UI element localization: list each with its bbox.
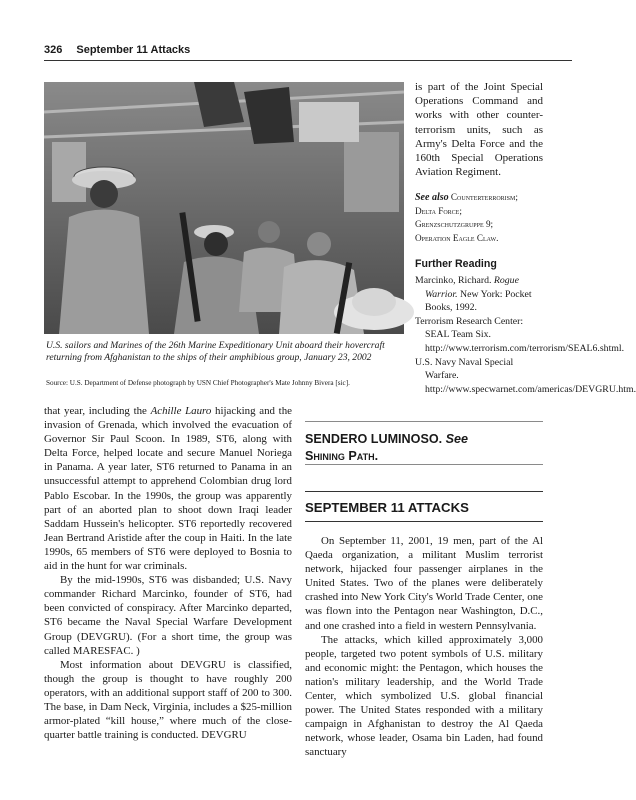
divider — [305, 491, 543, 492]
reference-text: New York: Pocket Books, 1992. — [425, 288, 532, 314]
entry-title: SENDERO LUMINOSO. — [305, 432, 443, 446]
page-number: 326 — [44, 44, 63, 56]
entry-sendero-luminoso — [305, 431, 563, 465]
paragraph: By the mid-1990s, ST6 was disbanded; U.S. Navy commander Richard Marcinko, founder of ST6, had been convicted of conspiracy. After Marcinko departed, ST6 became the Naval Special Warfare Development Group (DEVGRU). (For a short time, the group was called MARESFAC. ) — [44, 574, 292, 657]
see-also-ref[interactable]: Counterterrorism; — [450, 192, 518, 203]
left-column — [44, 404, 292, 742]
paragraph — [44, 404, 292, 573]
paragraph: Most information about DEVGRU is classified, though the group is thought to have roughly 200 operators, with an additional support staff of 200 to 300. The base, in Dam Neck, Virginia, includes a $25-million armor-plated “kill house,” where much of the close-quarter battle training is conducted. DEVGRU — [44, 658, 292, 742]
see-label: See — [445, 432, 469, 446]
further-reading-item: Terrorism Research Center: SEAL Team Six. http://www.terrorism.com/terrorism/SEAL6.shtml. — [415, 315, 625, 355]
divider — [305, 464, 543, 465]
further-reading-item: U.S. Navy Naval Special Warfare. http://www.specwarnet.com/americas/DEVGRU.htm. — [415, 356, 636, 395]
devgru-continued-text: is part of the Joint Special Operations Command and works with other counter-terrorism units, such as Army's Delta Force and the 160th Special Operations Aviation Regiment. — [415, 81, 543, 179]
see-also-ref[interactable]: Grenzschutzgruppe 9; — [415, 219, 494, 230]
reference-book-title: Rogue Warrior. — [425, 275, 519, 300]
running-head — [44, 44, 572, 56]
cross-reference[interactable]: Shining Path. — [305, 449, 379, 463]
paragraph: The attacks, which killed approximately 3,000 people, targeted two potent symbols of U.S. military and economic might: the Pentagon, which houses the nation's military leadership, and the World Trade Center, which symbolized U.S. global financial power. The United States responded with a military campaign in Afghanistan to destroy the Al Qaeda network, whose leader, Osama bin Laden, had found sanctuary — [305, 633, 543, 759]
divider — [305, 521, 543, 522]
see-also-ref[interactable]: Operation Eagle Claw. — [415, 232, 499, 243]
reference-text: Marcinko, Richard. — [415, 275, 494, 287]
running-title: September 11 Attacks — [76, 44, 191, 56]
see-also — [415, 191, 543, 245]
paragraph-text: hijacking and the invasion of Grenada, which involved the evacuation of Governor Sir Paul Scoon. In 1989, ST6, along with Delta Force, helped locate and secure Manuel Noriega in Panama. A year later, ST6 returned to Panama in an unsuccessful attempt to apprehend Colombian drug lord Pablo Escobar. In the 1990s, the group was apparently part of an aborted plan to shoot down Iraqi leader Saddam Hussein's helicopter. ST6 reportedly recovered Jean Bertrand Aristide after the coup in Haiti. In the late 1990s, 65 members of ST6 were deployed to Bosnia to aid in the hunt for war criminals. — [44, 405, 292, 573]
paragraph-text: that year, including the — [44, 405, 151, 417]
see-also-label: See also — [415, 192, 449, 204]
paragraph: On September 11, 2001, 19 men, part of the Al Qaeda organization, a militant Muslim terrorist network, hijacked four passenger airplanes in the United States. Two of the planes were deliberately crashed into New York City's World Trade Center, one was flown into the Pentagon near Washington, D.C., and one crashed into a field in western Pennsylvania. — [305, 535, 543, 632]
september-11-text — [305, 534, 543, 760]
photo — [44, 82, 404, 334]
further-reading-item — [415, 274, 543, 315]
photo-source: Source: U.S. Department of Defense photograph by USN Chief Photographer's Mate Johnny Bivera [sic]. — [46, 379, 350, 387]
entry-title: SEPTEMBER 11 ATTACKS — [305, 500, 469, 515]
photo-illustration — [44, 82, 404, 334]
see-also-ref[interactable]: Delta Force; — [415, 205, 462, 216]
right-column — [415, 80, 636, 396]
divider — [305, 421, 543, 422]
photo-caption: U.S. sailors and Marines of the 26th Marine Expeditionary Unit aboard their hovercraft returning from Afghanistan to the ships of their amphibious group, January 23, 2002 — [46, 340, 385, 364]
ship-name: Achille Lauro — [150, 405, 212, 417]
further-reading-title: Further Reading — [415, 258, 497, 271]
header-rule — [44, 60, 572, 61]
